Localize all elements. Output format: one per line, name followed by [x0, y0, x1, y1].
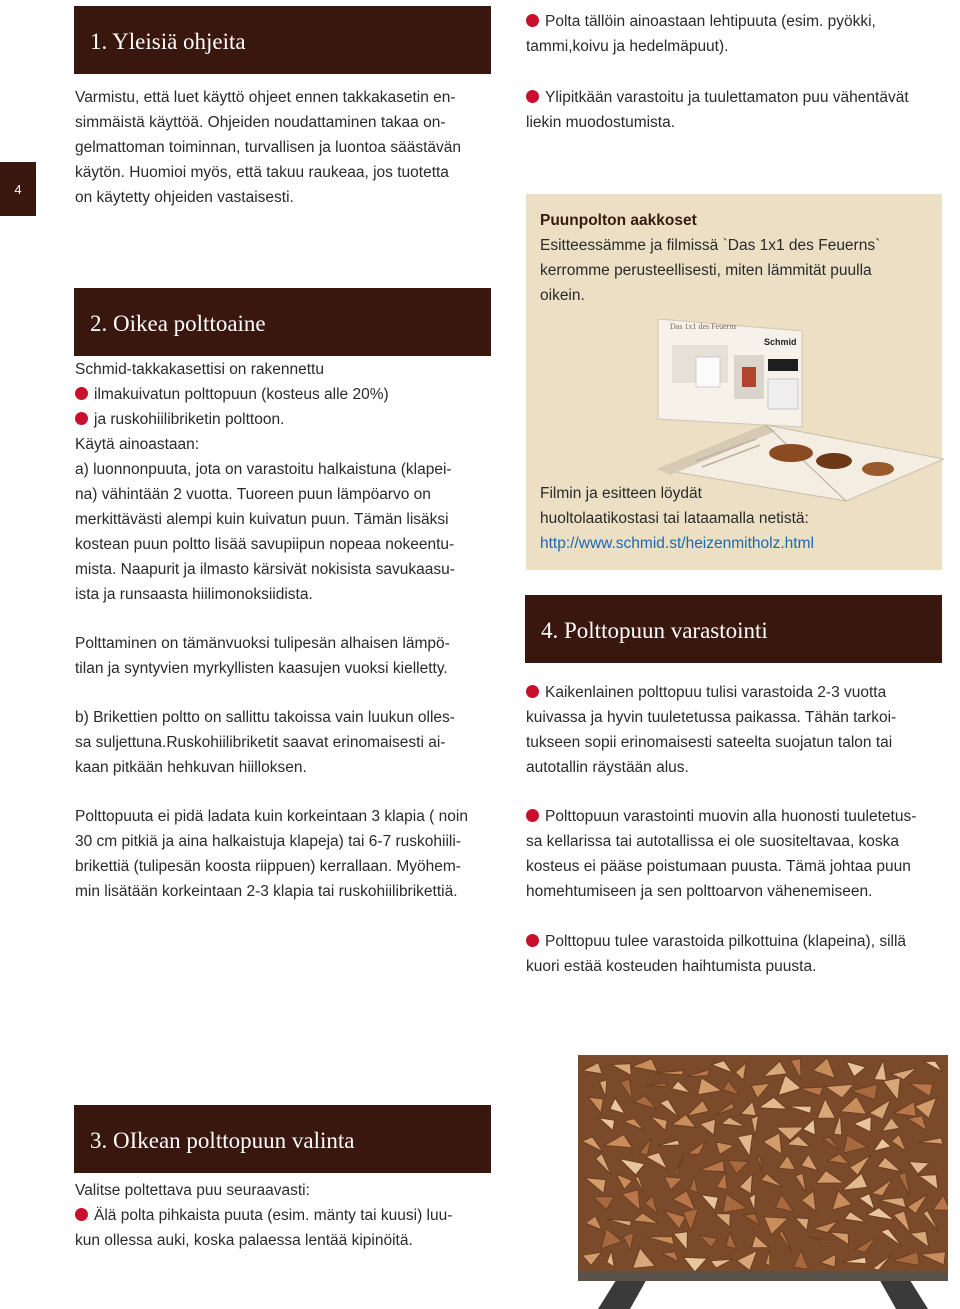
text-line: homehtumiseen ja sen polttoarvon vähenemiseen. [526, 883, 873, 900]
text-line: sa suljettuna.Ruskohiilibriketit saavat erinomaisesti ai- [75, 734, 446, 751]
forbidden-paragraph [75, 631, 491, 681]
bullet-text: Älä polta pihkaista puuta (esim. mänty tai kuusi) luu- [94, 1207, 453, 1224]
text-line: kuori estää kosteuden haihtumista puusta. [526, 958, 817, 975]
bullet-dot-icon [526, 14, 539, 27]
bullet-text: Ylipitkään varastoitu ja tuulettamaton puu vähentävät [545, 89, 909, 106]
text-line: Polttopuuta ei pidä ladata kuin korkeintaan 3 klapia ( noin [75, 808, 468, 825]
bullet-dot-icon [526, 934, 539, 947]
bullet-dot-icon [526, 90, 539, 103]
storage-paragraph-2 [526, 804, 944, 904]
text-line: autotallin räystään alus. [526, 759, 689, 776]
bullet-text: Polttopuun varastointi muovin alla huonosti tuuletetus- [545, 808, 917, 825]
text-line: simmäistä käyttöä. Ohjeiden noudattaminen takaa on- [75, 114, 446, 131]
text-line: brikettiä (tulipesän koosta riippuen) kerrallaan. Myöhem- [75, 858, 461, 875]
text-line: Filmin ja esitteen löydät [540, 485, 702, 502]
text-line: kun ollessa auki, koska palaessa lentää kipinöitä. [75, 1232, 413, 1249]
bullet-item [526, 804, 944, 829]
heading-general-instructions [74, 6, 491, 74]
heading-text: 4. Polttopuun varastointi [541, 618, 768, 643]
page-number: 4 [0, 162, 36, 216]
text-line: gelmattoman toiminnan, turvallisen ja luontoa säästävän [75, 139, 462, 156]
intro-paragraph [75, 85, 491, 210]
long-stored-paragraph [526, 85, 944, 135]
text-line: mista. Naapurit ja ilmasto kärsivät nokisista savukaasu- [75, 561, 455, 578]
text-line: tilan ja syntyvien myrkyllisten kaasujen vuoksi kielletty. [75, 660, 448, 677]
info-box [526, 194, 942, 570]
download-link[interactable]: http://www.schmid.st/heizenmitholz.html [540, 535, 814, 552]
bullet-text: ja ruskohiilibriketin polttoon. [94, 411, 285, 428]
bullet-item [526, 9, 944, 34]
text-line: kosteus ei pääse poistumaan puusta. Tämä johtaa puun [526, 858, 911, 875]
text-line: Esitteessämme ja filmissä `Das 1x1 des Feuerns` [540, 237, 881, 254]
text-line: kerromme perusteellisesti, miten lämmität puulla [540, 262, 872, 279]
text-line: kostean puun poltto lisää savupiipun nopeaa nokeentu- [75, 536, 455, 553]
text-line: sa kellarissa tai autotallissa ei ole suositeltavaa, koska [526, 833, 900, 850]
film-text [540, 481, 814, 556]
text-line: oikein. [540, 287, 585, 304]
text-line: b) Brikettien poltto on sallittu takoissa vain luukun olles- [75, 709, 455, 726]
text-line: tammi,koivu ja hedelmäpuut). [526, 38, 729, 55]
booklet-title: Das 1x1 des Feuerns [670, 322, 737, 331]
text-line: tukseen sopii erinomaisesti sateelta suojatun talon tai [526, 734, 893, 751]
text-line: Schmid-takkakasettisi on rakennettu [75, 361, 324, 378]
text-line: kaan pitkään hehkuvan hiilloksen. [75, 759, 307, 776]
briquettes-paragraph [75, 705, 491, 780]
booklet-brand: Schmid [764, 337, 797, 347]
text-line: 30 cm pitkiä ja aina halkaistuja klapeja) tai 6-7 ruskohiili- [75, 833, 461, 850]
bullet-dot-icon [75, 1208, 88, 1221]
heading-correct-fuel [74, 288, 491, 356]
bullet-text: Polta tällöin ainoastaan lehtipuuta (esim. pyökki, [545, 13, 876, 30]
firewood-stack-image [578, 1045, 948, 1309]
text-line: Varmistu, että luet käyttö ohjeet ennen takkakasetin en- [75, 89, 456, 106]
text-line: on käytetty ohjeiden vastaisesti. [75, 189, 294, 206]
hardwood-paragraph [526, 9, 944, 59]
text-line: ista ja runsaasta hiilimonoksiidista. [75, 586, 313, 603]
text-line: liekin muodostumista. [526, 114, 676, 131]
text-line: na) vähintään 2 vuotta. Tuoreen puun lämpöarvo on [75, 486, 431, 503]
text-line: merkittävästi alempi kuin kuivatun puun. Tämän lisäksi [75, 511, 449, 528]
text-line: min lisätään korkeintaan 2-3 klapia tai ruskohiilibrikettiä. [75, 883, 458, 900]
heading-wood-storage [525, 595, 942, 663]
bullet-text: Polttopuu tulee varastoida pilkottuina (klapeina), sillä [545, 933, 907, 950]
choice-paragraph [75, 1178, 491, 1253]
loading-paragraph [75, 804, 491, 904]
fuel-paragraph [75, 357, 491, 607]
text-line: Valitse poltettava puu seuraavasti: [75, 1182, 310, 1199]
heading-text: 1. Yleisiä ohjeita [90, 29, 246, 54]
bullet-item [75, 407, 491, 432]
bullet-item [75, 382, 491, 407]
bullet-item [75, 1203, 491, 1228]
text-line: Käytä ainoastaan: [75, 436, 200, 453]
heading-text: 2. Oikea polttoaine [90, 311, 266, 336]
storage-paragraph-3 [526, 929, 944, 979]
info-box-text [540, 233, 928, 308]
bullet-text: ilmakuivatun polttopuun (kosteus alle 20%) [94, 386, 389, 403]
text-line: käytön. Huomioi myös, että takuu raukeaa, jos tuotetta [75, 164, 449, 181]
bullet-dot-icon [75, 387, 88, 400]
bullet-item [526, 929, 944, 954]
bullet-dot-icon [75, 412, 88, 425]
text-line: kuivassa ja hyvin tuuletetussa paikassa. Tähän tarkoi- [526, 709, 897, 726]
heading-wood-choice [74, 1105, 491, 1173]
text-line: a) luonnonpuuta, jota on varastoitu halkaistuna (klapei- [75, 461, 452, 478]
bullet-text: Kaikenlainen polttopuu tulisi varastoida 2-3 vuotta [545, 684, 887, 701]
text-line: Polttaminen on tämänvuoksi tulipesän alhaisen lämpö- [75, 635, 450, 652]
storage-paragraph-1 [526, 680, 944, 780]
heading-text: 3. OIkean polttopuun valinta [90, 1128, 355, 1153]
bullet-item [526, 85, 944, 110]
bullet-item [526, 680, 944, 705]
info-box-title: Puunpolton aakkoset [540, 212, 697, 229]
bullet-dot-icon [526, 809, 539, 822]
bullet-dot-icon [526, 685, 539, 698]
text-line: huoltolaatikostasi tai lataamalla netistä: [540, 510, 809, 527]
